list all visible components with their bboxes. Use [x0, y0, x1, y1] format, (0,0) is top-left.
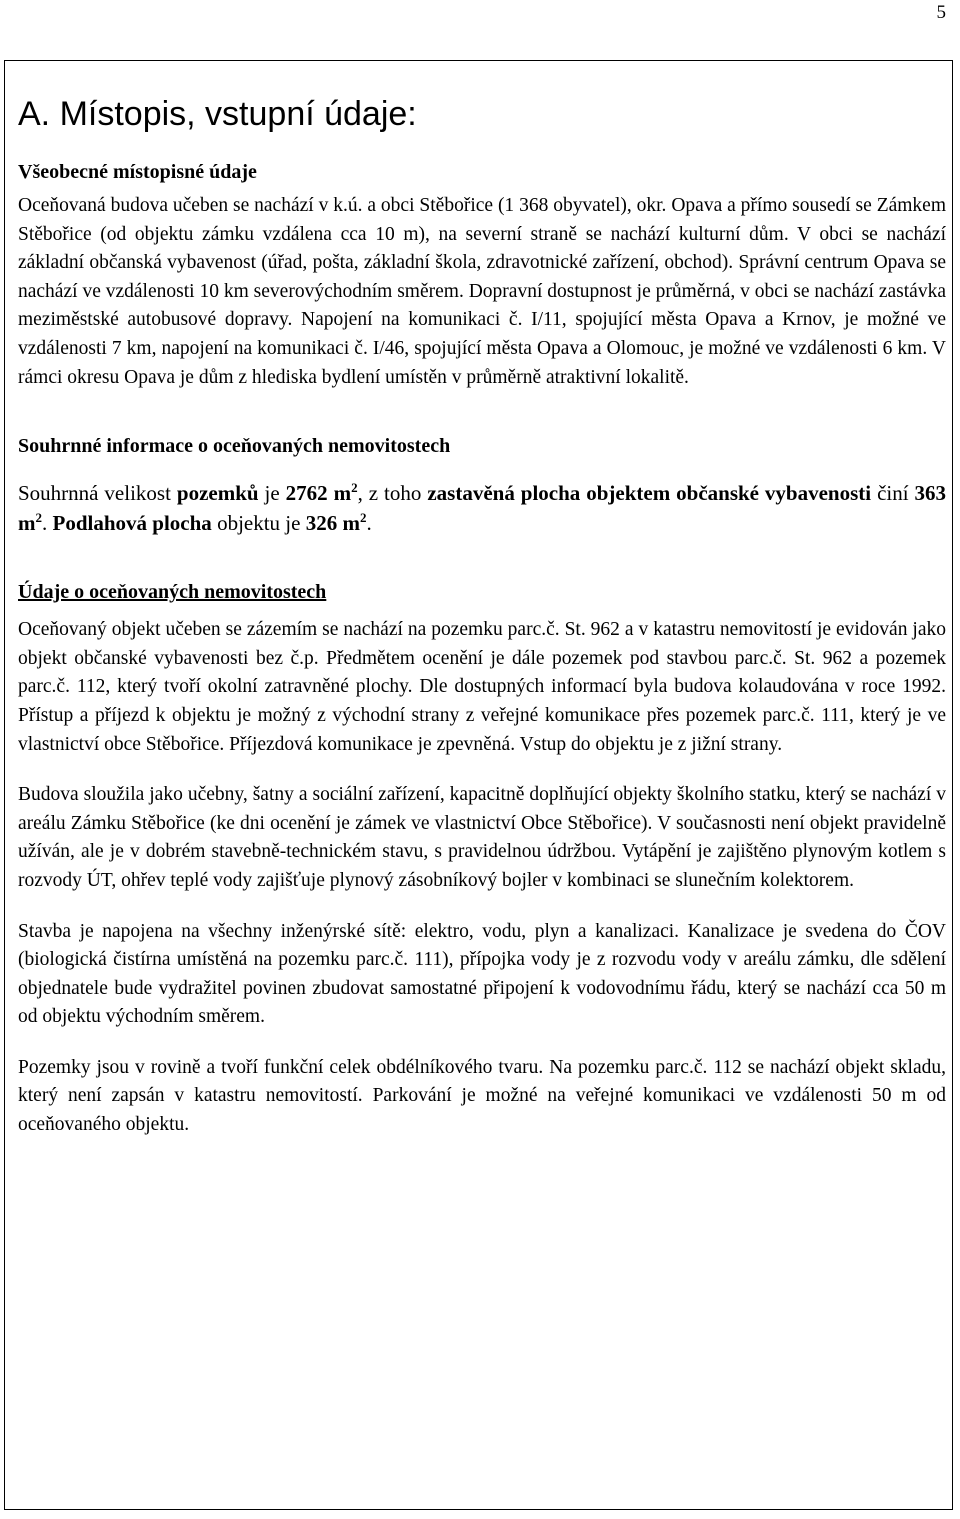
summary-heading: Souhrnné informace o oceňovaných nemovitostech	[18, 435, 451, 458]
general-paragraph: Oceňovaná budova učeben se nachází v k.ú. a obci Stěbořice (1 368 obyvatel), okr. Opava a přímo sousedí se Zámkem Stěbořice (od objektu zámku vzdálena cca 10 m), na severní straně se nachází kulturní dům. V obci se nachází základní občanská vybavenost (úřad, pošta, základní škola, zdravotnické zařízení, obchod). Správní centrum Opava se nachází ve vzdálenosti 10 km severovýchodním směrem. Dopravní dostupnost je průměrná, v obci se nachází zastávka meziměstské autobusové dopravy. Napojení na komunikaci č. I/11, spojující města Opava a Krnov, je možné ve vzdálenosti 7 km, napojení na komunikaci č. I/46, spojující města Opava a Olomouc, je možné ve vzdálenosti 6 km. V rámci okresu Opava je dům z hlediska bydlení umístěn v průměrně atraktivní lokalitě.	[18, 195, 946, 388]
summary-text: .	[42, 511, 53, 536]
summary-superscript: 2	[351, 480, 358, 496]
summary-text: je	[258, 481, 286, 506]
document-content	[18, 92, 946, 1140]
details-paragraph: Stavba je napojena na všechny inženýrské sítě: elektro, vodu, plyn a kanalizaci. Kanalizace je svedena do ČOV (biologická čistírna umístěná na pozemku parc.č. 111), přípojka vody je z rozvodu vody v areálu zámku, dle sdělení objednatele bude vydražitel povinen zbudovat samostatné připojení k vodovodnímu řádu, který se nachází cca 50 m od objektu východním směrem.	[18, 920, 946, 1028]
summary-bold-value: 326 m	[305, 511, 360, 536]
summary-text: Souhrnná velikost	[18, 481, 177, 506]
summary-bold	[306, 511, 367, 535]
summary-bold	[286, 481, 358, 505]
summary-text: , z toho	[357, 481, 428, 506]
summary-text: .	[366, 511, 372, 536]
details-heading: Údaje o oceňovaných nemovitostech	[18, 581, 327, 604]
summary-bold: Podlahová plocha	[52, 511, 212, 536]
summary-text: objektu je	[211, 511, 306, 536]
summary-superscript: 2	[35, 510, 43, 526]
summary-bold: pozemků	[176, 481, 259, 506]
summary-paragraph	[18, 478, 946, 538]
summary-bold: zastavěná plocha objektem občanské vybavenosti	[427, 481, 872, 506]
summary-bold-value: 2762 m	[285, 481, 352, 506]
page-number: 5	[936, 2, 946, 23]
summary-bold-value: 363 m	[18, 481, 947, 536]
section-title: A. Místopis, vstupní údaje:	[18, 95, 417, 133]
details-paragraph: Oceňovaný objekt učeben se zázemím se nachází na pozemku parc.č. St. 962 a v katastru nemovitostí je evidován jako objekt občanské vybavenosti bez č.p. Předmětem ocenění je dále pozemek pod stavbou parc.č. St. 962 a pozemek parc.č. 112, který tvoří okolní zatravněné plochy. Dle dostupných informací byla budova kolaudována v roce 1992. Přístup a příjezd k objektu je možný z východní strany z veřejné komunikace přes pozemek parc.č. 111, který je ve vlastnictví obce Stěbořice. Příjezdová komunikace je zpevněná. Vstup do objektu je z jižní strany.	[18, 619, 946, 755]
general-heading: Všeobecné místopisné údaje	[18, 161, 257, 183]
summary-superscript: 2	[359, 510, 367, 526]
details-paragraph: Pozemky jsou v rovině a tvoří funkční celek obdélníkového tvaru. Na pozemku parc.č. 112 se nachází objekt skladu, který není zapsán v katastru nemovitostí. Parkování je možné na veřejné komunikaci ve vzdálenosti 50 m od oceňovaného objektu.	[18, 1056, 946, 1136]
details-paragraph: Budova sloužila jako učebny, šatny a sociální zařízení, kapacitně doplňující objekty školního statku, který se nachází v areálu Zámku Stěbořice (ke dni ocenění je zámek ve vlastnictví Obce Stěbořice). V současnosti není objekt pravidelně užíván, ale je v dobrém stavebně-technickém stavu, s pravidelnou údržbou. Vytápění je zajištěno plynovým kotlem s rozvody ÚT, ohřev teplé vody zajišťuje plynový zásobníkový bojler v kombinaci se slunečním kolektorem.	[18, 784, 946, 891]
summary-text: činí	[871, 481, 915, 506]
